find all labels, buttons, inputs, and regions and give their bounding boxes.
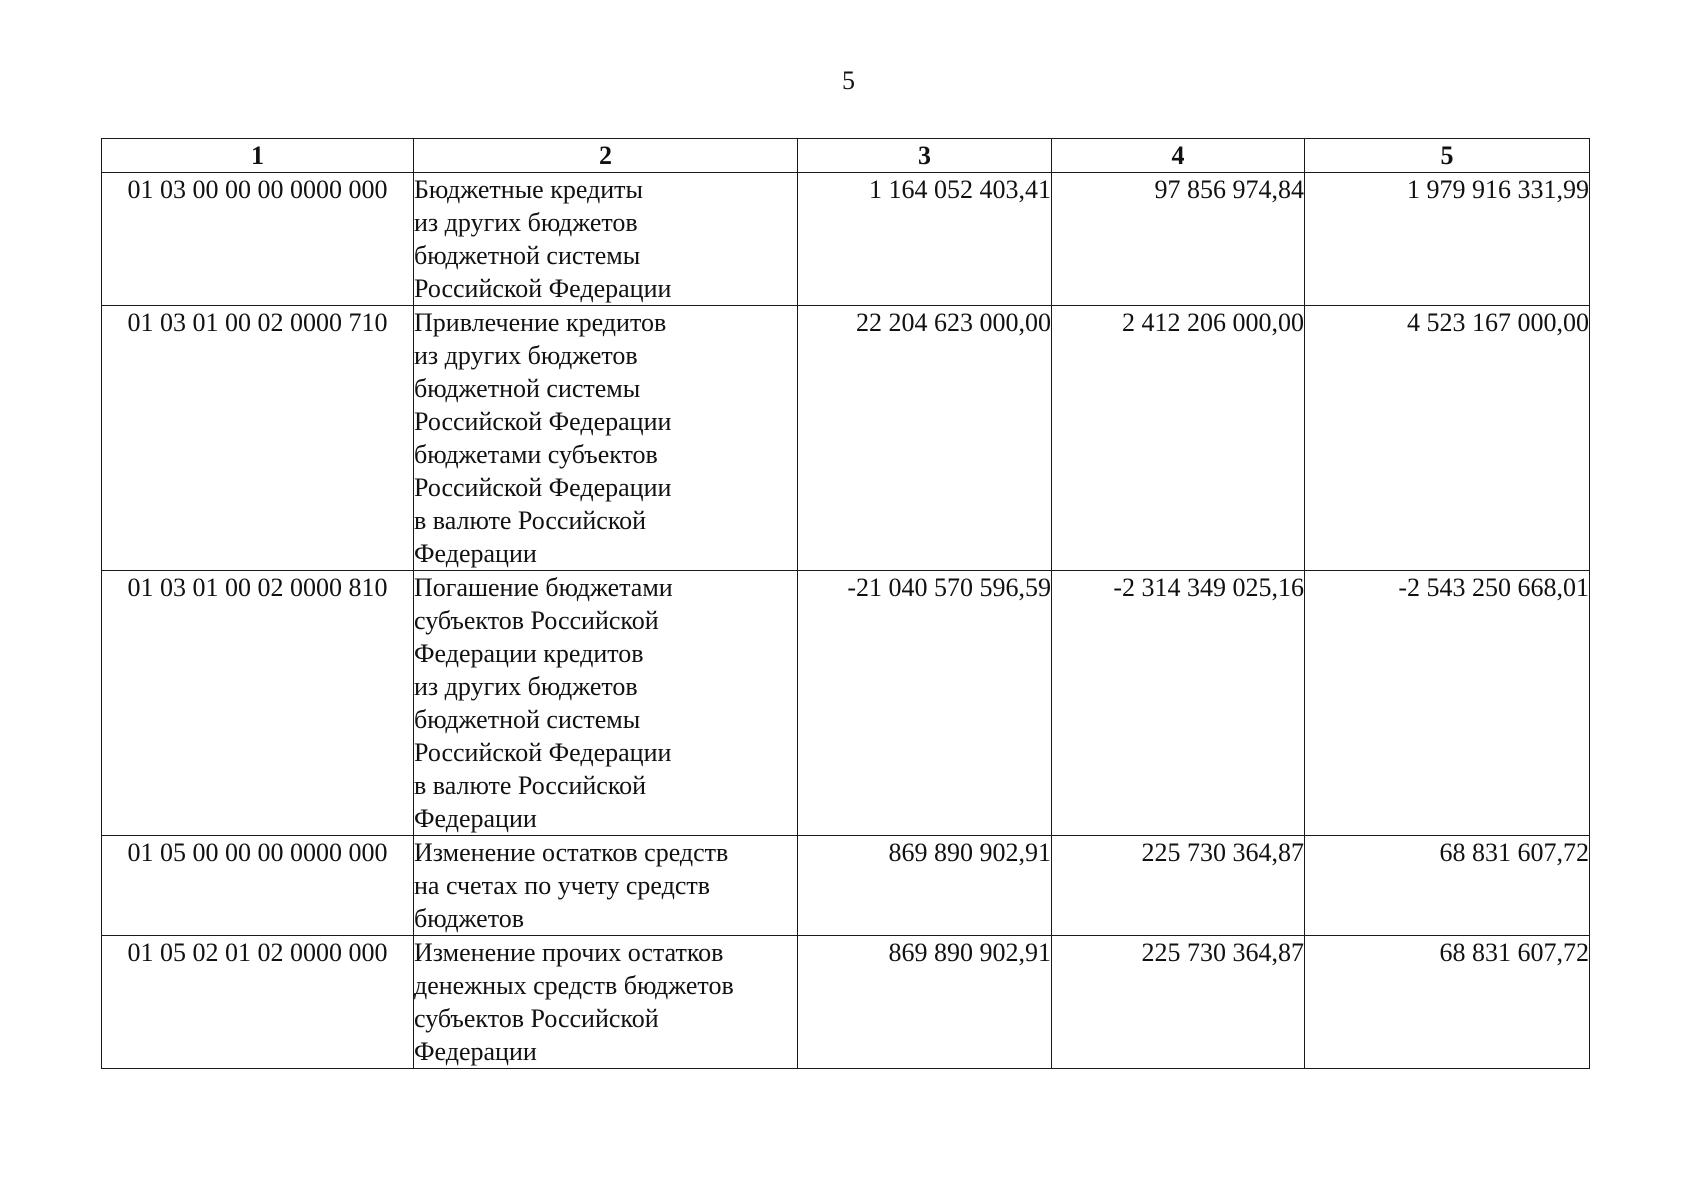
row-name-line: Федерации [414, 804, 537, 833]
row-value-col4: 225 730 364,87 [1052, 836, 1305, 936]
header-col-2: 2 [414, 139, 798, 173]
row-name-line: в валюте Российской [414, 506, 647, 535]
row-value-col5: 68 831 607,72 [1305, 836, 1590, 936]
row-name [414, 571, 798, 836]
header-col-3: 3 [798, 139, 1052, 173]
row-value-col4: 2 412 206 000,00 [1052, 306, 1305, 571]
row-value-col5: 4 523 167 000,00 [1305, 306, 1590, 571]
row-name-line: Российской Федерации [414, 274, 672, 303]
row-name-line: субъектов Российской [414, 606, 659, 635]
header-col-1: 1 [102, 139, 414, 173]
table-header-row [102, 139, 1590, 173]
row-name-line: бюджетной системы [414, 241, 641, 270]
row-name-line: Изменение прочих остатков [414, 938, 724, 967]
table-row [102, 936, 1590, 1069]
header-col-4: 4 [1052, 139, 1305, 173]
row-value-col5: -2 543 250 668,01 [1305, 571, 1590, 836]
row-name [414, 173, 798, 306]
row-value-col3: 869 890 902,91 [798, 936, 1052, 1069]
row-code: 01 05 00 00 00 0000 000 [102, 836, 414, 936]
row-name-line: Федерации [414, 1037, 537, 1066]
row-name [414, 306, 798, 571]
row-name [414, 836, 798, 936]
row-code: 01 03 01 00 02 0000 710 [102, 306, 414, 571]
row-value-col3: -21 040 570 596,59 [798, 571, 1052, 836]
table-row [102, 836, 1590, 936]
row-code: 01 03 00 00 00 0000 000 [102, 173, 414, 306]
row-value-col4: 225 730 364,87 [1052, 936, 1305, 1069]
table-row [102, 306, 1590, 571]
row-name-line: Федерации кредитов [414, 639, 644, 668]
row-value-col3: 22 204 623 000,00 [798, 306, 1052, 571]
table-row [102, 571, 1590, 836]
row-value-col4: 97 856 974,84 [1052, 173, 1305, 306]
row-name-line: денежных средств бюджетов [414, 971, 734, 1000]
row-name-line: Российской Федерации [414, 407, 672, 436]
budget-sources-table [101, 138, 1590, 1069]
row-value-col5: 68 831 607,72 [1305, 936, 1590, 1069]
row-value-col4: -2 314 349 025,16 [1052, 571, 1305, 836]
row-value-col3: 1 164 052 403,41 [798, 173, 1052, 306]
row-name [414, 936, 798, 1069]
row-name-line: бюджетной системы [414, 705, 641, 734]
row-value-col5: 1 979 916 331,99 [1305, 173, 1590, 306]
row-name-line: в валюте Российской [414, 771, 647, 800]
row-name-line: Изменение остатков средств [414, 838, 729, 867]
row-name-line: из других бюджетов [414, 672, 638, 701]
row-name-line: бюджетной системы [414, 374, 641, 403]
row-name-line: Российской Федерации [414, 738, 672, 767]
row-name-line: бюджетов [414, 904, 525, 933]
row-name-line: Привлечение кредитов [414, 308, 667, 337]
page-number: 5 [842, 66, 855, 95]
row-name-line: из других бюджетов [414, 208, 638, 237]
row-name-line: Погашение бюджетами [414, 573, 673, 602]
row-name-line: Федерации [414, 539, 537, 568]
row-name-line: на счетах по учету средств [414, 871, 711, 900]
row-name-line: Российской Федерации [414, 473, 672, 502]
row-code: 01 05 02 01 02 0000 000 [102, 936, 414, 1069]
row-name-line: субъектов Российской [414, 1004, 659, 1033]
table-row [102, 173, 1590, 306]
row-name-line: бюджетами субъектов [414, 440, 658, 469]
row-code: 01 03 01 00 02 0000 810 [102, 571, 414, 836]
row-value-col3: 869 890 902,91 [798, 836, 1052, 936]
row-name-line: из других бюджетов [414, 341, 638, 370]
header-col-5: 5 [1305, 139, 1590, 173]
row-name-line: Бюджетные кредиты [414, 175, 644, 204]
table-body [102, 173, 1590, 1069]
